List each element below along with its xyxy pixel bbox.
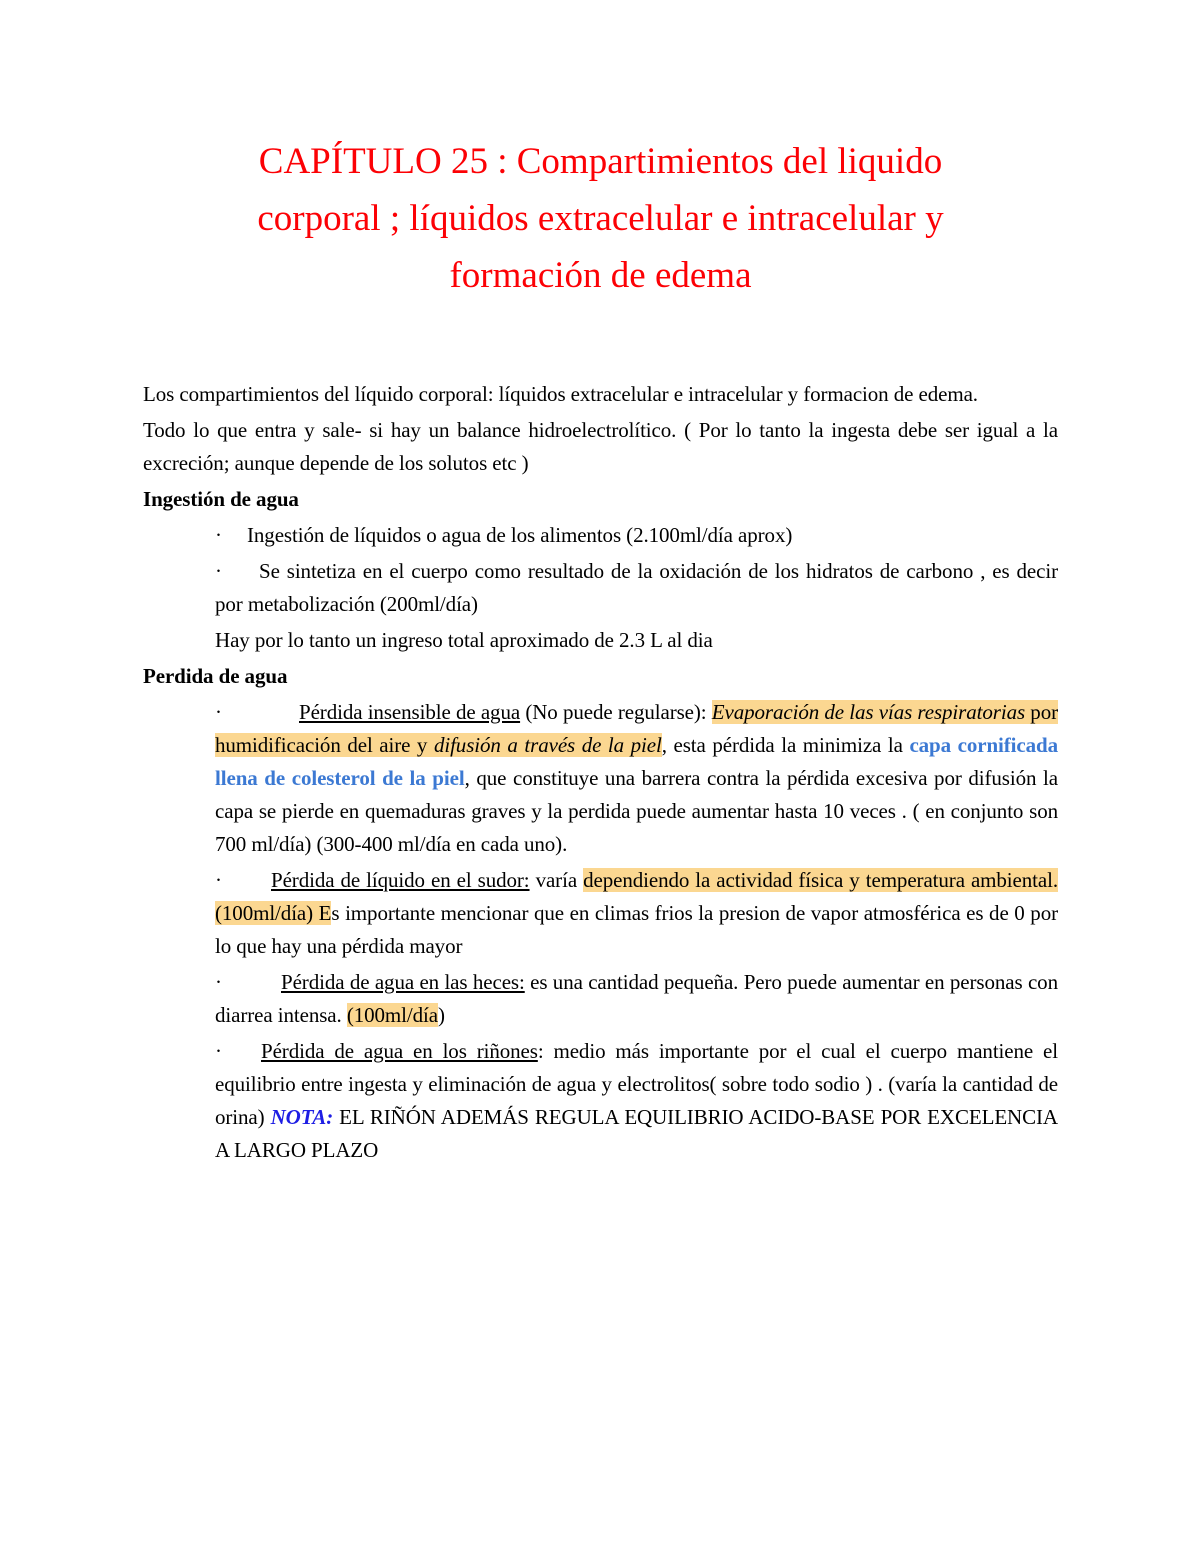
text-run: (No puede regularse): <box>520 700 712 724</box>
bullet-marker: · <box>215 523 222 547</box>
text-run: varía <box>529 868 584 892</box>
bullet-marker: · <box>215 970 222 994</box>
bullet-marker: · <box>215 559 222 583</box>
text-run: EL RIÑÓN ADEMÁS REGULA EQUILIBRIO ACIDO-BASE POR EXCELENCIA A LARGO PLAZO <box>215 1105 1058 1162</box>
bullet-item <box>215 1035 1058 1167</box>
highlighted-text: Evaporación de las vías respiratorias <box>711 700 1026 724</box>
bullet-item <box>215 966 1058 1032</box>
text-run: s importante mencionar que en climas frios la presion de vapor atmosférica es de 0 por lo que hay una pérdida mayor <box>215 901 1058 958</box>
bullet-item <box>215 555 1058 621</box>
bullet-marker: · <box>215 700 222 724</box>
text-run: Todo lo que entra y sale- si hay un balance hidroelectrolítico. ( Por lo tanto la ingesta debe ser igual a la excreción; aunque depende de los solutos etc ) <box>143 418 1058 475</box>
section-heading <box>143 483 1058 516</box>
text-run: Los compartimientos del líquido corporal: líquidos extracelular e intracelular y formacion de edema. <box>143 382 978 406</box>
bullet-item <box>215 696 1058 861</box>
underlined-text: Pérdida de agua en las heces: <box>281 970 525 994</box>
underlined-text: Pérdida de agua en los riñones <box>261 1039 538 1063</box>
document-title <box>129 133 1072 304</box>
underlined-text: Pérdida insensible de agua <box>299 700 521 724</box>
text-run: Perdida de agua <box>143 664 288 688</box>
title-line: formación de edema <box>449 255 752 296</box>
text-run: Hay por lo tanto un ingreso total aproximado de 2.3 L al dia <box>215 628 713 652</box>
highlighted-text: dependiendo la actividad física y temperatura ambiental. (100ml/día) E <box>215 868 1058 925</box>
paragraph <box>143 378 1058 411</box>
text-run: Ingestión de agua <box>143 487 299 511</box>
text-run: Ingestión de líquidos o agua de los alimentos (2.100ml/día aprox) <box>247 523 793 547</box>
bullet-item <box>215 864 1058 963</box>
bullet-marker: · <box>215 868 222 892</box>
text-run: es una cantidad pequeña. Pero puede aumentar en personas con diarrea intensa. <box>215 970 1058 1027</box>
indented-line <box>215 624 1058 657</box>
highlighted-text: por humidificación del aire y <box>215 700 1058 757</box>
bullet-marker: · <box>215 1039 222 1063</box>
text-run: : medio más importante por el cual el cuerpo mantiene el equilibrio entre ingesta y eliminación de agua y electrolitos( sobre todo sodio ) . (varía la cantidad de orina) <box>215 1039 1059 1129</box>
title-line: CAPÍTULO 25 : Compartimientos del liquido <box>258 141 943 182</box>
document-body <box>143 378 1058 1167</box>
text-run: ) <box>437 1003 445 1027</box>
title-line: corporal ; líquidos extracelular e intracelular y <box>257 198 944 239</box>
text-run: , esta pérdida la minimiza la <box>661 733 910 757</box>
underlined-text: Pérdida de líquido en el sudor: <box>271 868 530 892</box>
nota-label: NOTA: <box>270 1105 334 1129</box>
text-run: Se sintetiza en el cuerpo como resultado de la oxidación de los hidratos de carbono , es decir por metabolización (200ml/día) <box>215 559 1058 616</box>
section-heading <box>143 660 1058 693</box>
highlighted-text: difusión a través de la piel <box>433 733 662 757</box>
emphasis-blue-text: capa cornificada llena de colesterol de la piel <box>215 733 1059 790</box>
bullet-item <box>215 519 1058 552</box>
text-run: , que constituye una barrera contra la pérdida excesiva por difusión la capa se pierde en quemaduras graves y la perdida puede aumentar hasta 10 veces . ( en conjunto son 700 ml/día) (300-400 ml/día en cada uno). <box>215 766 1058 856</box>
highlighted-text: (100ml/día <box>346 1003 438 1027</box>
paragraph <box>143 414 1058 480</box>
